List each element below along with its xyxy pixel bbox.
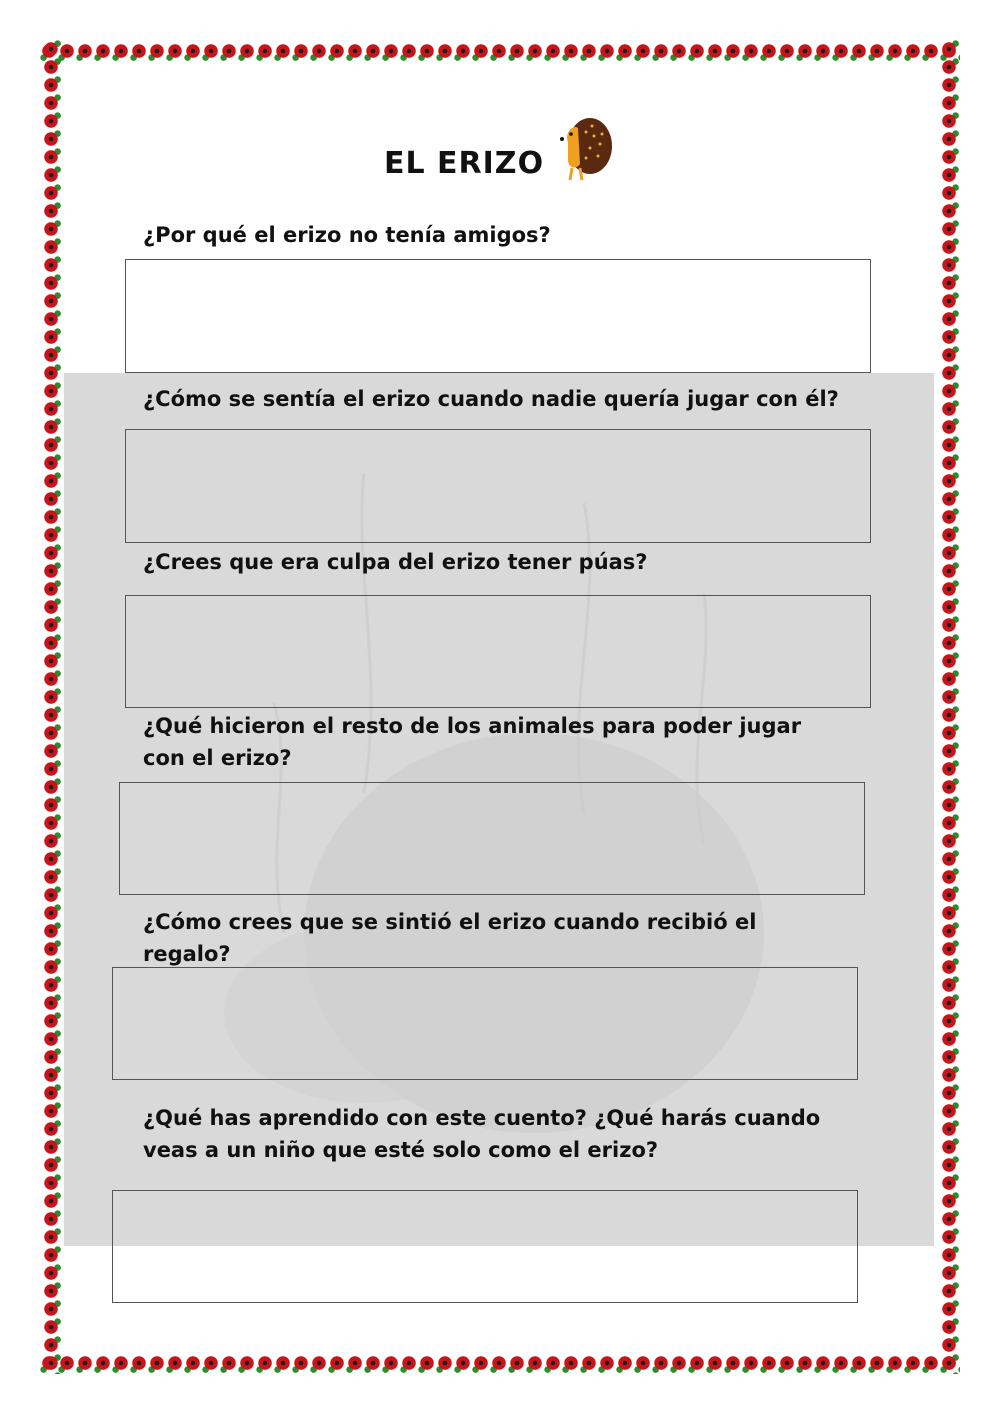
answer-box-2[interactable] [125, 429, 871, 543]
flower-border-bottom [40, 1352, 960, 1374]
question-3: ¿Crees que era culpa del erizo tener púas? [143, 550, 648, 574]
question-6: ¿Qué has aprendido con este cuento? ¿Qué harás cuando veas a un niño que esté solo como el erizo? [143, 1106, 821, 1162]
flower-border-left [40, 40, 62, 1374]
flower-border-top [40, 40, 960, 62]
flower-border-right [938, 40, 960, 1374]
answer-box-4[interactable] [119, 782, 865, 895]
question-1: ¿Por qué el erizo no tenía amigos? [143, 223, 551, 247]
answer-box-1[interactable] [125, 259, 871, 373]
question-5: ¿Cómo crees que se sintió el erizo cuando recibió el regalo? [143, 910, 757, 966]
question-4: ¿Qué hicieron el resto de los animales para poder jugar con el erizo? [143, 714, 802, 770]
answer-box-3[interactable] [125, 595, 871, 708]
page-title: EL ERIZO [384, 146, 545, 181]
answer-box-5[interactable] [112, 967, 858, 1080]
hedgehog-icon [556, 114, 616, 186]
answer-box-6[interactable] [112, 1190, 858, 1303]
question-2: ¿Cómo se sentía el erizo cuando nadie quería jugar con él? [143, 387, 839, 411]
